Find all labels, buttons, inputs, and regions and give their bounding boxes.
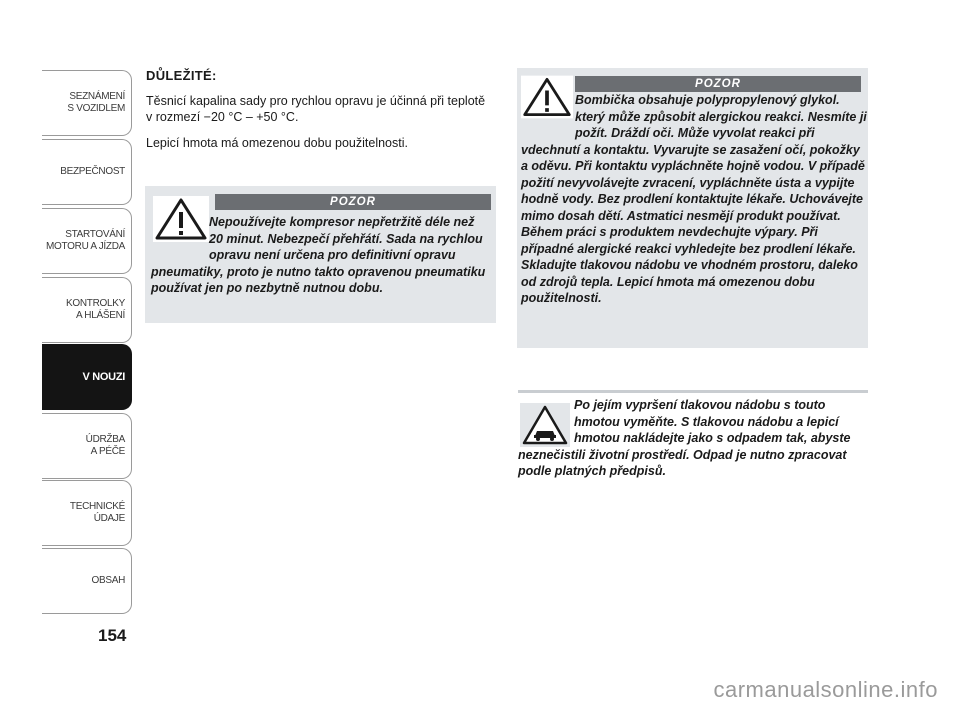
warning-text: Bombička obsahuje polypropylenový glykol. který může způsobit alergickou reakci. Nesmíte ji požít. Dráždí oči. Může vyvolat reakci při vdechnutí a kontaktu. Vyvarujte se zasažení očí, pokožky a oděvu. Při kontaktu vypláchněte hojně vodou. V případě požití nevyvolávejte zvracení, vypláchněte ústa a vypijte hodně vody. Bez prodlení kontaktujte lékaře. Uchovávejte mimo dosah dětí. Astmatici nesmějí produkt používat. Během práci s produktem nevdechujte výpary. Při případné alergické reakci vyhledejte bez prodlení lékaře. Skladujte tlakovou nádobu ve vhodném prostoru, daleko od zdrojů tepla. Lepicí hmota má omezenou dobu použitelnosti. xyxy=(521,93,867,305)
watermark: carmanualsonline.info xyxy=(713,677,938,702)
tab-bezpecnost[interactable]: BEZPEČNOST xyxy=(42,139,132,205)
important-note xyxy=(146,68,486,161)
warning-title: POZOR xyxy=(575,76,861,92)
important-heading: DŮLEŽITÉ: xyxy=(146,68,217,83)
tab-technicke-udaje[interactable]: TECHNICKÉ ÚDAJE xyxy=(42,480,132,546)
tab-udrzba[interactable]: ÚDRŽBA A PÉČE xyxy=(42,413,132,479)
tab-obsah[interactable]: OBSAH xyxy=(42,548,132,614)
shelf-life-paragraph: Lepicí hmota má omezenou dobu použitelnosti. xyxy=(146,136,408,150)
tab-startovani[interactable]: STARTOVÁNÍ MOTORU A JÍZDA xyxy=(42,208,132,274)
tab-kontrolky[interactable]: KONTROLKY A HLÁŠENÍ xyxy=(42,277,132,343)
warning-box-sealant xyxy=(517,68,868,348)
tab-v-nouzi[interactable]: V NOUZI xyxy=(42,344,132,410)
warning-box-compressor xyxy=(145,186,496,323)
page-number: 154 xyxy=(98,626,127,645)
warning-text: Nepoužívejte kompresor nepřetržitě déle než 20 minut. Nebezpečí přehřátí. Sada na rychlou opravu není určena pro definitivní opravu pneumatiky, proto je nutno takto opravenou pneumatiku používat jen po nezbytně nutnou dobu. xyxy=(151,215,486,295)
environment-note xyxy=(518,390,868,489)
temperature-paragraph: Těsnicí kapalina sady pro rychlou opravu je účinná při teplotě v rozmezí −20 °C – +50 °C. xyxy=(146,94,486,124)
environment-text: Po jejím vypršení tlakovou nádobu s touto hmotou vyměňte. S tlakovou nádobu a lepicí hmotou nakládejte jako s odpadem tak, abyste neznečistili životní prostředí. Odpad je nutno zpracovat podle platných předpisů. xyxy=(518,398,851,478)
tab-seznameni[interactable]: SEZNÁMENÍ S VOZIDLEM xyxy=(42,70,132,136)
warning-title: POZOR xyxy=(215,194,491,210)
